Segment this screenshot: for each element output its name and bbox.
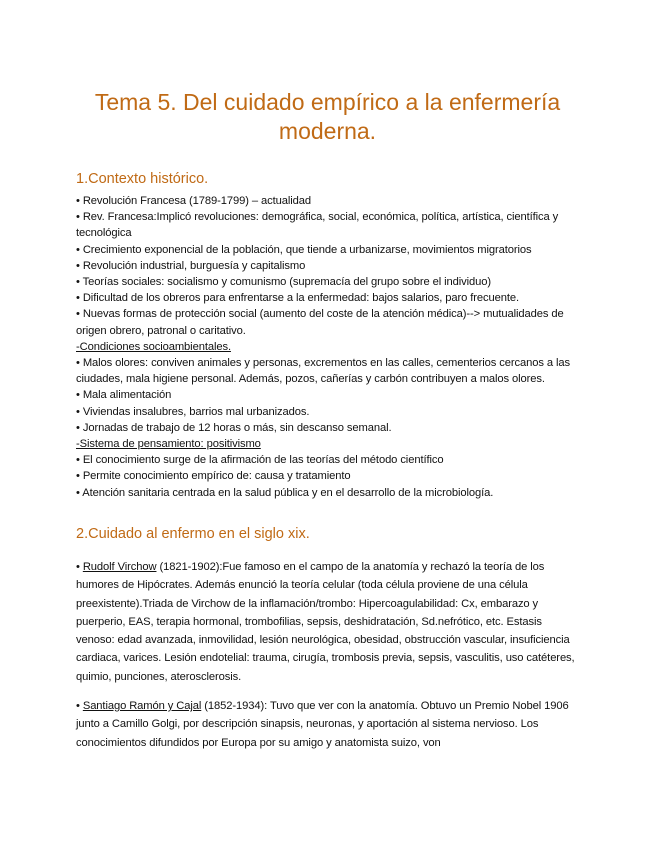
paragraph-cajal xyxy=(76,697,581,752)
bullet-marker: • xyxy=(76,561,83,573)
bullet-item: • Nuevas formas de protección social (aumento del coste de la atención médica)--> mutualidades de origen obrero, patronal o caritativo. xyxy=(76,308,564,337)
bullet-item: • Jornadas de trabajo de 12 horas o más, sin descanso semanal. xyxy=(76,421,392,434)
bullet-item: • Atención sanitaria centrada en la salud pública y en el desarrollo de la microbiología. xyxy=(76,486,494,499)
bullet-item: • Revolución Francesa (1789-1799) – actualidad xyxy=(76,195,312,207)
virchow-text: (1821-1902):Fue famoso en el campo de la anatomía y rechazó la teoría de los humores de Hipócrates. Además enunció la teoría celular (toda célula proviene de una célula preexistente).Triada de Virchow de la inflamación/trombo: Hipercoagulabilidad: Cx, embarazo y puerperio, EAS, terapia hormonal, trombofilias, sepsis, deshidratación, Sd.nefrótico, etc. Estasis venoso: edad avanzada, inmovilidad, lesión neurológica, obesidad, obstrucción vascular, insuficiencia cardiaca, varices. Lesión endotelial: trauma, cirugía, trombosis previa, sepsis, vasculitis, uso catéteres, quimio, punciones, aterosclerosis. xyxy=(76,561,575,683)
bullet-item: • Mala alimentación xyxy=(76,389,172,402)
section-heading-cuidado: 2.Cuidado al enfermo en el siglo xix. xyxy=(76,526,310,542)
bullet-item: • Malos olores: conviven animales y personas, excrementos en las calles, cementerios cercanos a las ciudades, mala higiene personal. Además, pozos, cañerías y carbón contribuyen a malos olores. xyxy=(76,357,570,386)
bullet-item: • Viviendas insalubres, barrios mal urbanizados. xyxy=(76,405,310,418)
name-virchow: Rudolf Virchow xyxy=(82,561,157,573)
bullet-marker: • xyxy=(76,700,83,712)
subheading-pensamiento: -Sistema de pensamiento: positivismo xyxy=(76,438,261,451)
name-cajal: Santiago Ramón y Cajal xyxy=(82,700,202,712)
cajal-text: (1852-1934): Tuvo que ver con la anatomía. Obtuvo un Premio Nobel 1906 junto a Camillo Golgi, por descripción sinapsis, neuronas, y aportación al sistema nervioso. Los conocimientos difundidos por Europa por su amigo y anatomista suizo, von xyxy=(76,700,569,749)
bullet-item: • Dificultad de los obreros para enfrentarse a la enfermedad: bajos salarios, paro frecuente. xyxy=(76,292,519,305)
document-title: Tema 5. Del cuidado empírico a la enfermería moderna. xyxy=(94,89,561,144)
bullet-item: • Revolución industrial, burguesía y capitalismo xyxy=(76,259,306,272)
bullet-item: • El conocimiento surge de la afirmación de las teorías del método científico xyxy=(76,454,444,467)
bullet-item: • Permite conocimiento empírico de: causa y tratamiento xyxy=(76,470,351,483)
bullet-item: • Crecimiento exponencial de la población, que tiende a urbanizarse, movimientos migratorios xyxy=(76,243,532,256)
bullet-item: • Teorías sociales: socialismo y comunismo (supremacía del grupo sobre el individuo) xyxy=(76,276,492,289)
section-contexto-body xyxy=(76,193,581,501)
bullet-item: • Rev. Francesa:Implicó revoluciones: demográfica, social, económica, política, artística, científica y tecnológica xyxy=(76,211,559,240)
section-heading-contexto: 1.Contexto histórico. xyxy=(76,171,209,187)
subheading-condiciones: -Condiciones socioambientales. xyxy=(76,340,231,353)
paragraph-virchow xyxy=(76,558,581,686)
